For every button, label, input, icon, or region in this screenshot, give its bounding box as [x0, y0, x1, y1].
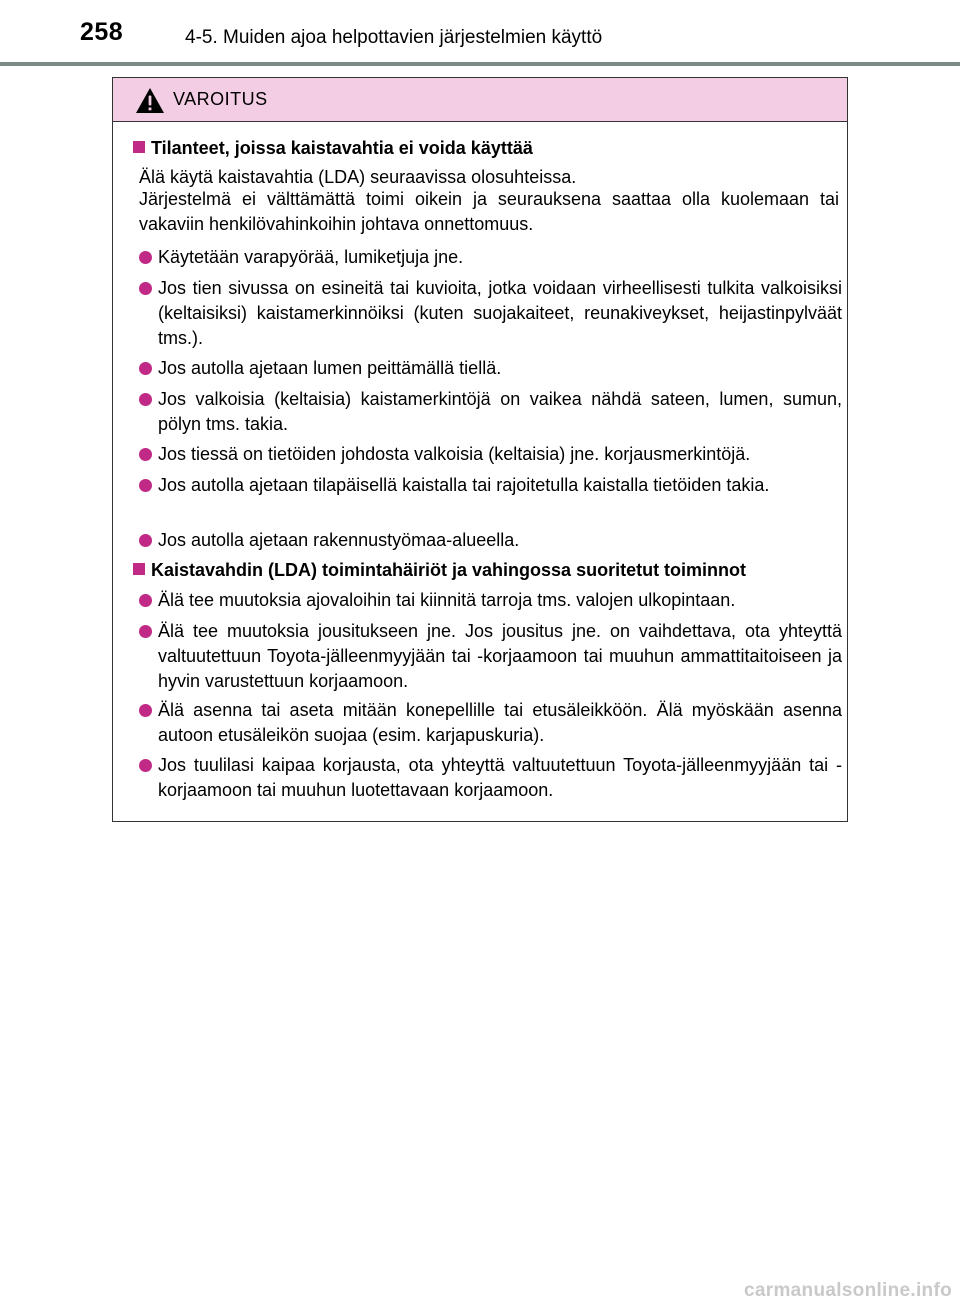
list-item: [139, 473, 842, 498]
bullet-dot-icon: [139, 534, 152, 547]
list-item: [139, 276, 842, 351]
intro-paragraph: Järjestelmä ei välttämättä toimi oikein ja seurauksena saattaa olla kuolemaan tai vakaviin henkilövahinkoihin johtava onnettomuus.: [139, 189, 839, 234]
list-item: [139, 387, 842, 437]
list-item: [139, 753, 842, 803]
list-item: [139, 588, 842, 613]
bullet-dot-icon: [139, 282, 152, 295]
warning-triangle-icon: [135, 87, 165, 114]
heading-text: Kaistavahdin (LDA) toimintahäiriöt ja vahingossa suoritetut toiminnot: [151, 560, 747, 580]
list-item: [139, 356, 842, 381]
list-item: [139, 619, 842, 694]
list-item-text: Jos autolla ajetaan tilapäisellä kaistalla tai rajoitetulla kaistalla tietöiden takia.: [158, 475, 770, 495]
heading-text: Tilanteet, joissa kaistavahtia ei voida käyttää: [151, 138, 533, 158]
bullet-dot-icon: [139, 251, 152, 264]
bullet-dot-icon: [139, 448, 152, 461]
watermark: carmanualsonline.info: [744, 1280, 952, 1301]
header-divider: [0, 62, 960, 66]
section-title: 4-5. Muiden ajoa helpottavien järjestelmien käyttö: [185, 27, 603, 48]
bullet-dot-icon: [139, 393, 152, 406]
list-item-text: Käytetään varapyörää, lumiketjuja jne.: [158, 247, 464, 267]
bullet-dot-icon: [139, 625, 152, 638]
bullet-dot-icon: [139, 362, 152, 375]
list-item: [139, 698, 842, 748]
section-heading: [133, 558, 837, 583]
bullet-dot-icon: [139, 594, 152, 607]
list-item-text: Jos autolla ajetaan rakennustyömaa-alueella.: [158, 530, 520, 550]
list-item-text: Jos tien sivussa on esineitä tai kuvioita, jotka voidaan virheellisesti tulkita valkoisiksi (keltaisiksi) kaistamerkinnöiksi (kuten suojakaiteet, reunakiveykset, heijastinpylväät tms.).: [158, 278, 842, 348]
bullet-dot-icon: [139, 704, 152, 717]
bullet-dot-icon: [139, 479, 152, 492]
list-item-text: Älä tee muutoksia ajovaloihin tai kiinnitä tarroja tms. valojen ulkopintaan.: [158, 590, 736, 610]
bullet-dot-icon: [139, 759, 152, 772]
list-item: [139, 442, 842, 467]
warning-header: [113, 78, 847, 122]
list-item-text: Jos tiessä on tietöiden johdosta valkoisia (keltaisia) jne. korjausmerkintöjä.: [158, 444, 751, 464]
square-bullet-icon: [133, 141, 145, 153]
page-number: 258: [80, 18, 124, 46]
list-item-text: Jos tuulilasi kaipaa korjausta, ota yhteyttä valtuutettuun Toyota-jälleenmyyjään tai -korjaamoon tai muuhun luotettavaan korjaamoon.: [158, 755, 842, 800]
list-item: [139, 245, 842, 270]
intro-paragraph: Älä käytä kaistavahtia (LDA) seuraavissa olosuhteissa.: [139, 167, 577, 187]
list-item-text: Jos valkoisia (keltaisia) kaistamerkintöjä on vaikea nähdä sateen, lumen, sumun, pölyn tms. takia.: [158, 389, 842, 434]
list-item: [139, 528, 842, 553]
square-bullet-icon: [133, 563, 145, 575]
warning-box: [112, 77, 848, 822]
list-item-text: Jos autolla ajetaan lumen peittämällä tiellä.: [158, 358, 502, 378]
section-heading: [133, 136, 837, 161]
list-item-text: Älä asenna tai aseta mitään konepellille tai etusäleikköön. Älä myöskään asenna autoon etusäleikön suojaa (esim. karjapuskuria).: [158, 700, 842, 745]
warning-label: VAROITUS: [173, 89, 268, 109]
list-item-text: Älä tee muutoksia jousitukseen jne. Jos jousitus jne. on vaihdettava, ota yhteyttä valtuutettuun Toyota-jälleenmyyjään tai -korjaamoon tai muuhun ammattitaitoiseen ja hyvin varustettuun korjaamoon.: [158, 621, 842, 691]
